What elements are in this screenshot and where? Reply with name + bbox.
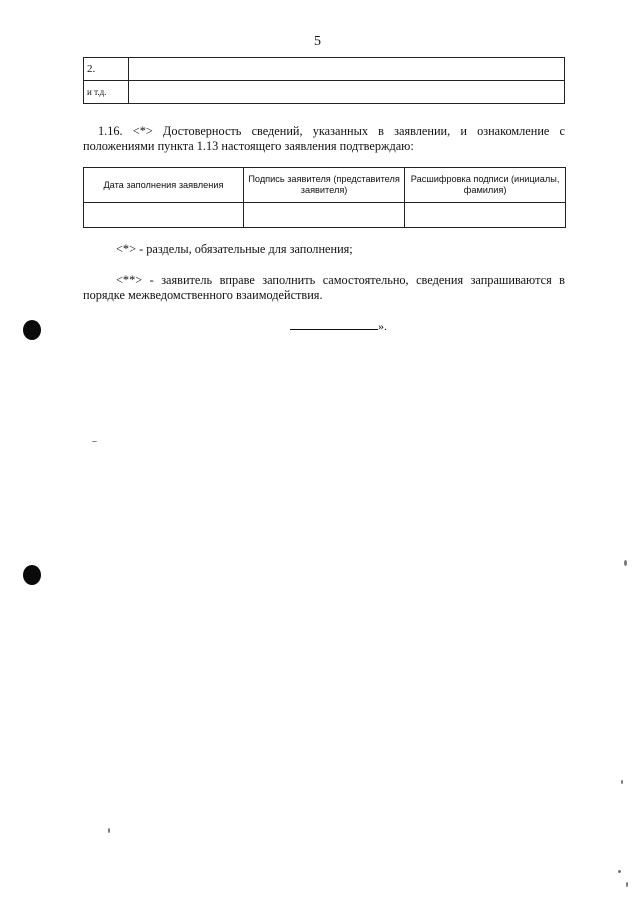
row-number-cell: и т.д. <box>84 81 129 104</box>
table-row <box>84 58 565 81</box>
section-1-16-paragraph: 1.16. <*> Достоверность сведений, указанных в заявлении, и ознакомление с положениями пункта 1.13 настоящего заявления подтверждаю: <box>83 124 565 153</box>
scan-speck <box>624 560 627 566</box>
signature-field[interactable] <box>243 203 404 228</box>
row-number-cell: 2. <box>84 58 129 81</box>
signature-table-input-row <box>84 203 566 228</box>
signature-header: Подпись заявителя (представителя заявителя) <box>243 168 404 203</box>
table-row <box>84 81 565 104</box>
signature-table-header-row <box>84 168 566 203</box>
scan-speck <box>92 441 97 442</box>
scan-speck <box>108 828 110 833</box>
signature-decoding-header: Расшифровка подписи (инициалы, фамилия) <box>405 168 566 203</box>
date-header: Дата заполнения заявления <box>84 168 244 203</box>
signature-table <box>83 167 566 228</box>
optional-sections-note: <**> - заявитель вправе заполнить самостоятельно, сведения запрашиваются в порядке межведомственного взаимодействия. <box>83 273 565 302</box>
scan-speck <box>621 780 623 784</box>
continuation-table <box>83 57 565 104</box>
page-number: 5 <box>314 34 321 49</box>
closing-quote-mark: ». <box>378 319 387 333</box>
underline-blank <box>290 318 378 330</box>
scan-speck <box>618 870 621 873</box>
scan-speck <box>626 882 628 887</box>
row-value-cell[interactable] <box>129 58 565 81</box>
signature-decoding-field[interactable] <box>405 203 566 228</box>
row-value-cell[interactable] <box>129 81 565 104</box>
closing-line <box>290 318 387 334</box>
punch-hole-icon <box>23 565 41 585</box>
date-field[interactable] <box>84 203 244 228</box>
punch-hole-icon <box>23 320 41 340</box>
required-sections-note: <*> - разделы, обязательные для заполнения; <box>116 242 353 256</box>
